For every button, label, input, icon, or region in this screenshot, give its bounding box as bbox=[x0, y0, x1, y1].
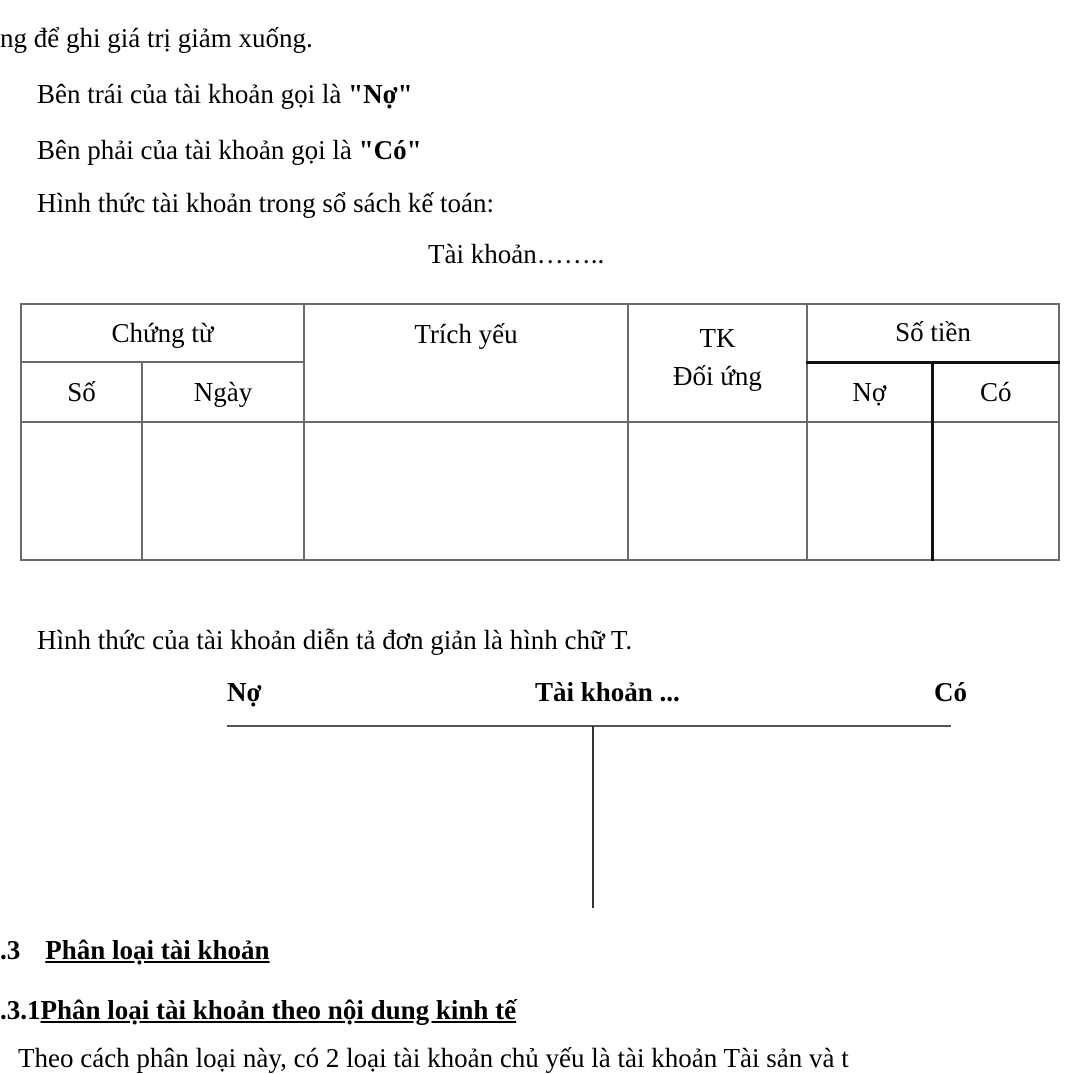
cell-ngay bbox=[142, 422, 304, 560]
header-tk-doi-ung bbox=[628, 304, 807, 422]
header-doi-ung: Đối ứng bbox=[673, 361, 762, 391]
cell-so bbox=[21, 422, 142, 560]
header-ngay: Ngày bbox=[142, 362, 304, 422]
cell-co bbox=[932, 422, 1059, 560]
header-row bbox=[21, 304, 1059, 362]
t-account-debit-label: Nợ bbox=[227, 677, 262, 707]
cell-tk-doi-ung bbox=[628, 422, 807, 560]
credit-side-definition bbox=[37, 134, 422, 166]
body-paragraph: Theo cách phân loại này, có 2 loại tài khoản chủ yếu là tài khoản Tài sản và t bbox=[18, 1043, 849, 1073]
section-heading-1-3 bbox=[0, 934, 270, 966]
header-chung-tu: Chứng từ bbox=[21, 304, 304, 362]
t-account-vertical-line bbox=[592, 726, 594, 908]
section-number: .3 bbox=[0, 935, 21, 965]
account-title: Tài khoản…….. bbox=[428, 239, 605, 269]
section-title: Phân loại tài khoản bbox=[45, 935, 270, 965]
t-account-title: Tài khoản ... bbox=[535, 677, 680, 707]
cell-trich-yeu bbox=[304, 422, 628, 560]
header-tk: TK bbox=[699, 323, 736, 353]
t-account-caption: Hình thức của tài khoản diễn tả đơn giản là hình chữ T. bbox=[37, 625, 633, 655]
t-account-credit-label: Có bbox=[934, 677, 967, 707]
ledger-table bbox=[20, 303, 1060, 561]
section-title: Phân loại tài khoản theo nội dung kinh tế bbox=[40, 995, 517, 1025]
header-co: Có bbox=[932, 362, 1059, 422]
definition-text: Bên trái của tài khoản gọi là bbox=[37, 79, 349, 109]
debit-term: "Nợ" bbox=[348, 79, 413, 109]
section-heading-1-3-1 bbox=[0, 994, 516, 1026]
credit-term: "Có" bbox=[358, 135, 422, 165]
header-trich-yeu: Trích yếu bbox=[304, 304, 628, 422]
form-intro: Hình thức tài khoản trong sổ sách kế toán: bbox=[37, 188, 495, 218]
header-so: Số bbox=[21, 362, 142, 422]
section-number: .3.1 bbox=[0, 995, 41, 1025]
cell-no bbox=[807, 422, 932, 560]
definition-text: Bên phải của tài khoản gọi là bbox=[37, 135, 359, 165]
debit-side-definition bbox=[37, 78, 413, 110]
paragraph-line: ng để ghi giá trị giảm xuống. bbox=[0, 23, 313, 53]
table-row bbox=[21, 422, 1059, 560]
header-so-tien: Số tiền bbox=[807, 304, 1059, 362]
t-account-horizontal-line bbox=[227, 725, 951, 727]
header-no: Nợ bbox=[807, 362, 932, 422]
